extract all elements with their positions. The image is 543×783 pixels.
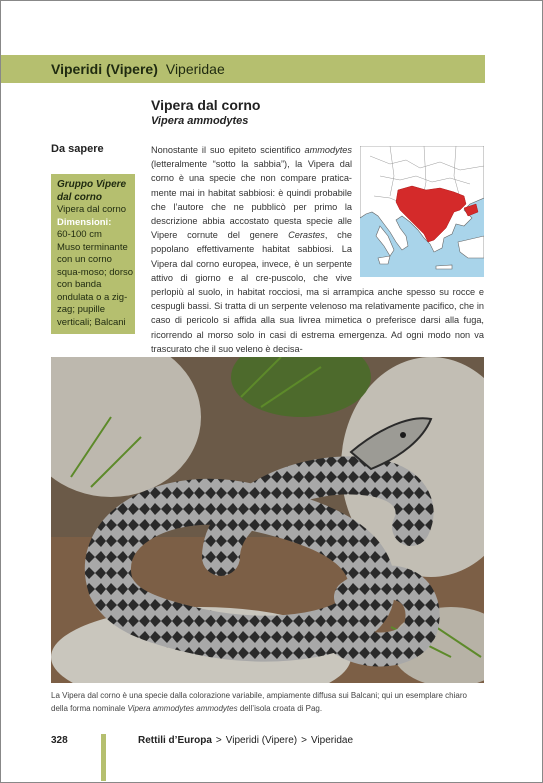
species-title: Vipera dal corno [151, 97, 261, 113]
page-number: 328 [51, 735, 68, 746]
body-text-italic-2: Cerastes [288, 230, 325, 241]
breadcrumb-family: Viperidi (Vipere) [225, 735, 298, 746]
footer-accent-rule [101, 734, 106, 781]
distribution-map [360, 146, 484, 277]
breadcrumb [138, 735, 353, 746]
info-name: Vipera dal corno [57, 204, 127, 215]
breadcrumb-book: Rettili d’Europa [138, 735, 212, 746]
caption-run-1: La Vipera dal corno è una specie dalla colorazione variabile, ampiamente diffusa sui Balcani; qui un esemplare chiaro della forma nominale [51, 691, 467, 713]
body-text [151, 143, 484, 356]
viper-photo [51, 357, 484, 683]
breadcrumb-family-latin: Viperidae [310, 735, 354, 746]
body-text-run-1: Nonostante il suo epiteto scientifico [151, 145, 305, 155]
breadcrumb-separator: > [301, 735, 307, 746]
caption-run-2: dell’isola croata di Pag. [237, 704, 323, 713]
info-group: Gruppo Vipere dal corno [57, 179, 127, 203]
viper-photo-illustration [51, 357, 484, 683]
caption-italic: Vipera ammodytes ammodytes [127, 704, 238, 713]
family-header [1, 55, 485, 83]
sidebar-heading: Da sapere [51, 143, 104, 155]
family-latin-name: Viperidae [165, 61, 225, 77]
body-text-run-3: , che popolano effettivamente habitat sabbiosi. La Vipera dal corno europea, invece, è un serpente attivo di giorno e al cre-puscolo, che vive perlopiù al suolo, in habitat rocciosi, ma si arrampica anche spesso su rocce e cespugli bassi. Si tratta di un serpente velenoso ma relativamente pacifico, che in caso di pericolo si affida alla sua livrea mimetica o preferisce darsi alla fuga, ricorrendo al morso solo in casi di estrema emergenza. Ad ogni modo non va trascurato che il suo veleno è decisa- [151, 230, 484, 354]
map-crete [436, 265, 452, 269]
info-dimensions-value: 60-100 cm [57, 229, 102, 240]
body-text-italic-1: ammodytes [304, 145, 352, 155]
species-latin-name: Vipera ammodytes [151, 115, 249, 127]
info-box [51, 174, 135, 334]
info-description: Muso terminante con un corno squa-moso; dorso con banda ondulata o a zig-zag; pupille verticali; Balcani [57, 241, 134, 328]
info-dimensions-label: Dimensioni: [57, 216, 112, 228]
body-text-run-2: (letteralmente “sotto la sabbia”), la Vipera dal corno è una specie che non compare pratica-mente mai in habitat sabbiosi: è quindi probabile che l’autore che ne pubblicò per primo la descrizione abbia accostato questa specie alle Vipere cornute del genere [151, 159, 352, 241]
photo-caption [51, 689, 484, 715]
breadcrumb-separator: > [215, 735, 222, 746]
family-name: Viperidi (Vipere) [51, 61, 158, 77]
